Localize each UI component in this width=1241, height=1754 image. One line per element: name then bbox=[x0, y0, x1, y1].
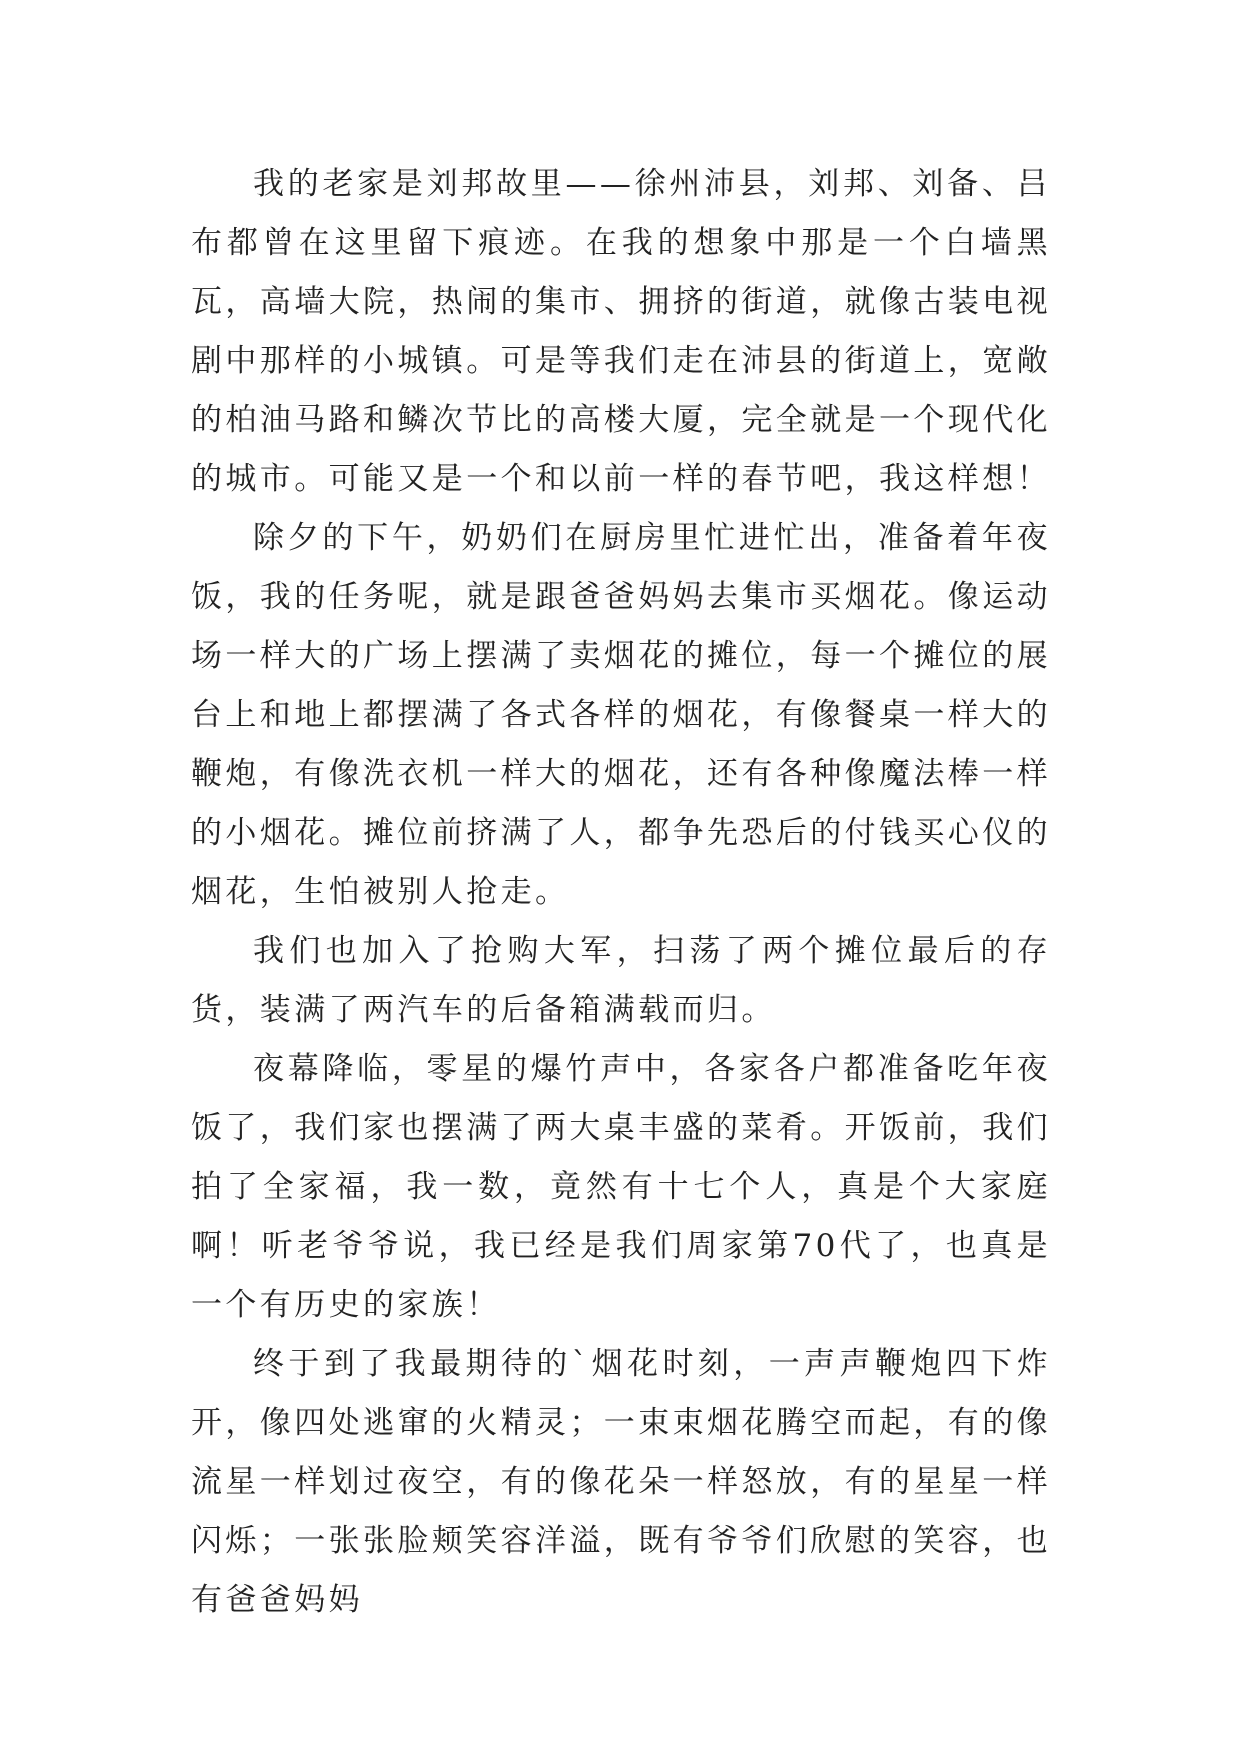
paragraph-2: 除夕的下午，奶奶们在厨房里忙进忙出，准备着年夜饭，我的任务呢，就是跟爸爸妈妈去集市买烟花。像运动场一样大的广场上摆满了卖烟花的摊位，每一个摊位的展台上和地上都摆满了各式各样的烟花，有像餐桌一样大的鞭炮，有像洗衣机一样大的烟花，还有各种像魔法棒一样的小烟花。摊位前挤满了人，都争先恐后的付钱买心仪的烟花，生怕被别人抢走。 bbox=[191, 520, 1051, 910]
paragraph-4: 夜幕降临，零星的爆竹声中，各家各户都准备吃年夜饭了，我们家也摆满了两大桌丰盛的菜肴。开饭前，我们拍了全家福，我一数，竟然有十七个人，真是个大家庭啊！听老爷爷说，我已经是我们周家第70代了，也真是一个有历史的家族！ bbox=[191, 1051, 1051, 1323]
paragraph-3: 我们也加入了抢购大军，扫荡了两个摊位最后的存货，装满了两汽车的后备箱满载而归。 bbox=[191, 933, 1051, 1028]
document-body bbox=[191, 155, 1051, 1630]
paragraph-1: 我的老家是刘邦故里——徐州沛县，刘邦、刘备、吕布都曾在这里留下痕迹。在我的想象中那是一个白墙黑瓦，高墙大院，热闹的集市、拥挤的街道，就像古装电视剧中那样的小城镇。可是等我们走在沛县的街道上，宽敞的柏油马路和鳞次节比的高楼大厦，完全就是一个现代化的城市。可能又是一个和以前一样的春节吧，我这样想！ bbox=[191, 166, 1051, 497]
paragraph-5: 终于到了我最期待的`烟花时刻，一声声鞭炮四下炸开，像四处逃窜的火精灵；一束束烟花腾空而起，有的像流星一样划过夜空，有的像花朵一样怒放，有的星星一样闪烁；一张张脸颊笑容洋溢，既有爷爷们欣慰的笑容，也有爸爸妈妈 bbox=[191, 1346, 1051, 1618]
